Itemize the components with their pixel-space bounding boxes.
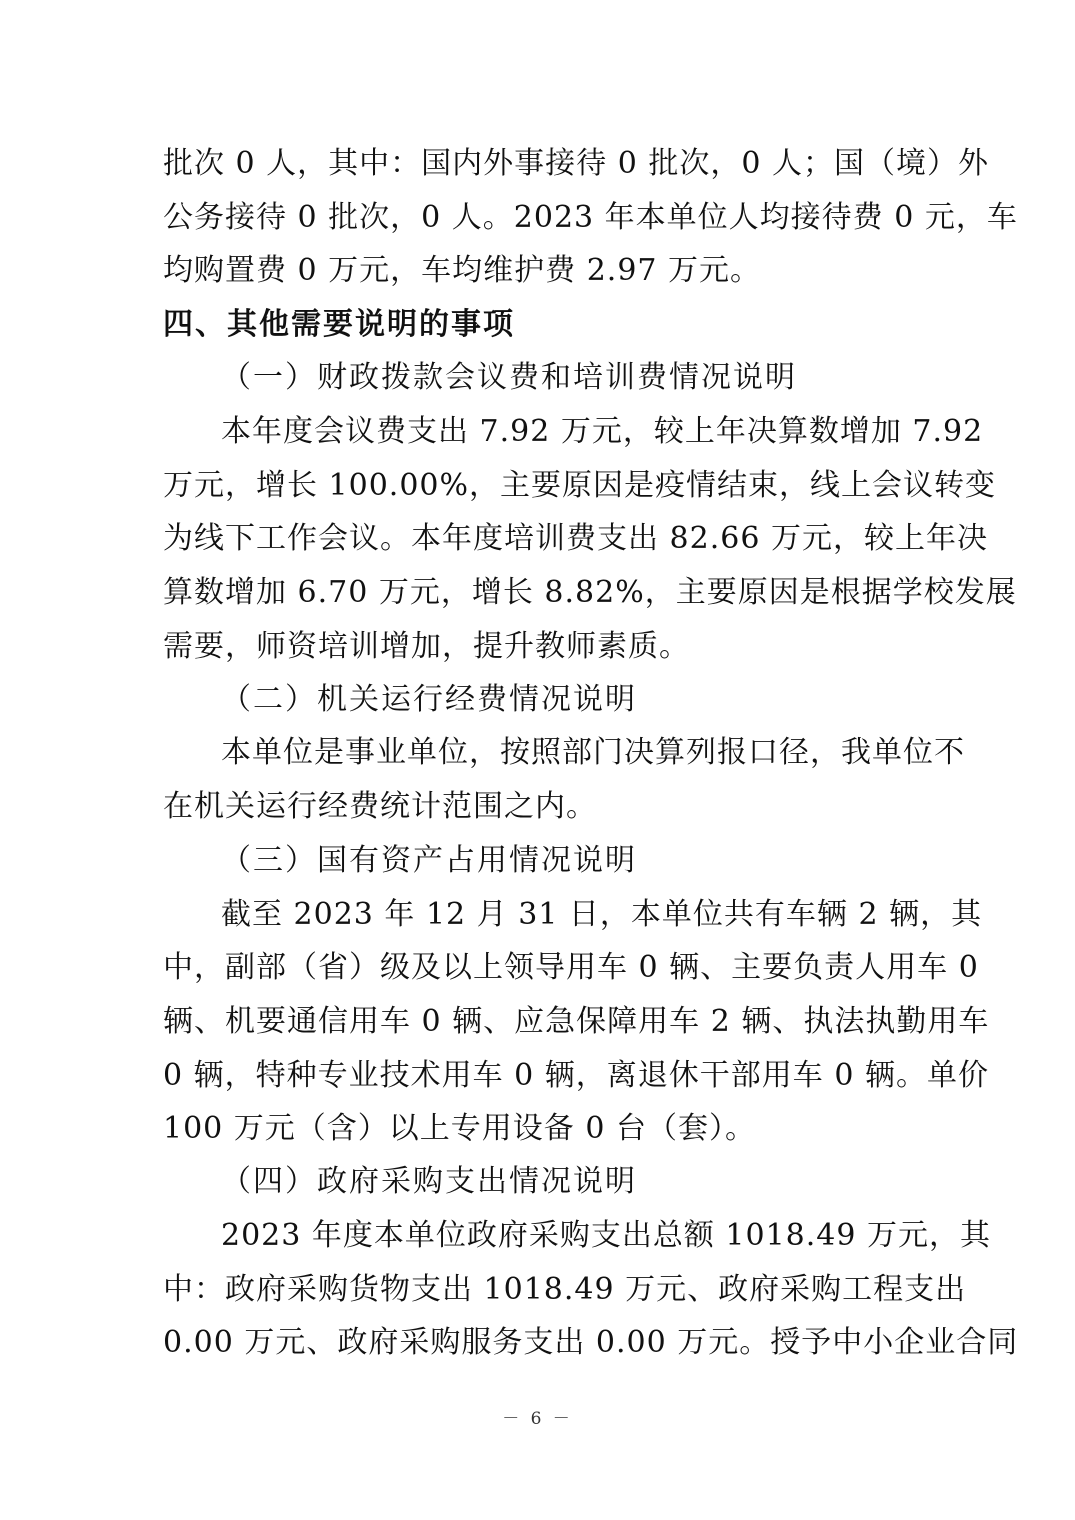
paragraph-line: 万元，增长 100.00%，主要原因是疫情结束，线上会议转变 (163, 468, 997, 503)
paragraph-line: 需要，师资培训增加，提升教师素质。 (163, 629, 690, 664)
paragraph-line: 中，副部（省）级及以上领导用车 0 辆、主要负责人用车 0 (163, 950, 979, 985)
paragraph-line: 本单位是事业单位，按照部门决算列报口径，我单位不 (221, 735, 965, 770)
paragraph-line: 算数增加 6.70 万元，增长 8.82%，主要原因是根据学校发展 (163, 575, 1017, 610)
page-number: － 6 － (502, 1409, 573, 1429)
subsection-heading: （二）机关运行经费情况说明 (221, 682, 637, 717)
paragraph-line: 截至 2023 年 12 月 31 日，本单位共有车辆 2 辆，其 (221, 897, 983, 932)
paragraph-line: 批次 0 人，其中：国内外事接待 0 批次，0 人；国（境）外 (163, 146, 989, 181)
paragraph-line: 100 万元（含）以上专用设备 0 台（套）。 (163, 1111, 756, 1146)
paragraph-line: 中：政府采购货物支出 1018.49 万元、政府采购工程支出 (163, 1272, 967, 1307)
paragraph-line: 均购置费 0 万元，车均维护费 2.97 万元。 (163, 253, 762, 288)
section-heading: 四、其他需要说明的事项 (163, 307, 515, 342)
paragraph-line: 在机关运行经费统计范围之内。 (163, 789, 597, 824)
paragraph-line: 公务接待 0 批次，0 人。2023 年本单位人均接待费 0 元，车 (163, 200, 1018, 235)
paragraph-line: 为线下工作会议。本年度培训费支出 82.66 万元，较上年决 (163, 521, 988, 556)
paragraph-line: 2023 年度本单位政府采购支出总额 1018.49 万元，其 (221, 1218, 992, 1253)
paragraph-line: 本年度会议费支出 7.92 万元，较上年决算数增加 7.92 (221, 414, 984, 449)
subsection-heading: （四）政府采购支出情况说明 (221, 1164, 637, 1199)
subsection-heading: （一）财政拨款会议费和培训费情况说明 (221, 360, 797, 395)
subsection-heading: （三）国有资产占用情况说明 (221, 843, 637, 878)
paragraph-line: 0.00 万元、政府采购服务支出 0.00 万元。授予中小企业合同 (163, 1325, 1019, 1360)
paragraph-line: 辆、机要通信用车 0 辆、应急保障用车 2 辆、执法执勤用车 (163, 1004, 990, 1039)
paragraph-line: 0 辆，特种专业技术用车 0 辆，离退休干部用车 0 辆。单价 (163, 1058, 989, 1093)
